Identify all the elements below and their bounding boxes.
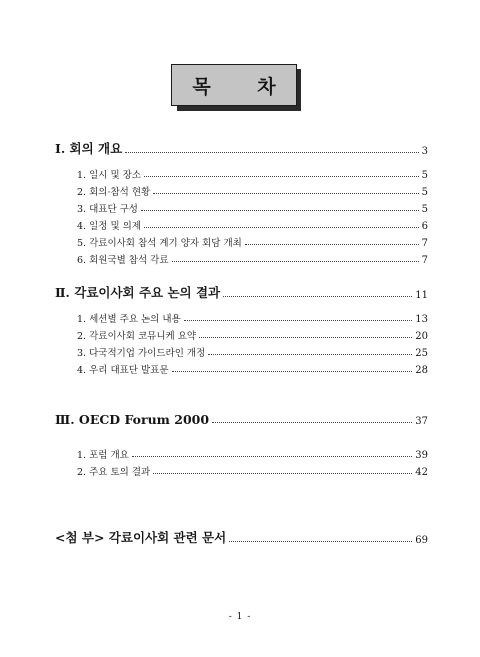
toc-item[interactable] [77, 184, 428, 198]
toc-item-label: 6. 회원국별 참석 각료 [77, 255, 169, 266]
toc-item[interactable] [77, 235, 428, 249]
toc-item[interactable] [77, 447, 428, 461]
toc-item-page: 6 [421, 221, 428, 232]
toc-item[interactable] [77, 345, 428, 359]
toc-leader-dots [199, 337, 412, 338]
toc-section-page: 3 [421, 146, 428, 157]
toc-leader-dots [245, 244, 419, 245]
title-box [171, 64, 297, 106]
toc-leader-dots [153, 193, 418, 194]
toc-item-page: 7 [421, 238, 428, 249]
toc-item-label: 1. 세션별 주요 논의 내용 [77, 314, 181, 325]
toc-item[interactable] [77, 252, 428, 266]
toc-leader-dots [144, 227, 419, 228]
toc-item-label: 1. 일시 및 장소 [77, 170, 142, 181]
toc-leader-dots [144, 176, 419, 177]
toc-item-page: 25 [415, 348, 428, 359]
page-number: - 1 - [228, 612, 252, 622]
toc-section-label: Ⅱ. 각료이사회 주요 논의 결과 [55, 285, 221, 300]
toc-item-label: 3. 대표단 구성 [77, 204, 138, 215]
toc-item-label: 4. 우리 대표단 발표문 [77, 365, 169, 376]
toc-leader-dots [212, 422, 412, 423]
toc-leader-dots [229, 541, 412, 542]
toc-item-page: 7 [421, 255, 428, 266]
toc-section-2[interactable] [55, 283, 428, 301]
toc-leader-dots [172, 261, 419, 262]
toc-item-page: 13 [415, 314, 428, 325]
toc-item[interactable] [77, 362, 428, 376]
toc-leader-dots [172, 371, 413, 372]
toc-item[interactable] [77, 167, 428, 181]
toc-attachment[interactable] [55, 528, 428, 546]
toc-item-page: 39 [415, 450, 428, 461]
toc-item[interactable] [77, 328, 428, 342]
page-title: 목 차 [192, 75, 296, 98]
toc-item-page: 5 [421, 170, 428, 181]
toc-item[interactable] [77, 218, 428, 232]
toc-item-page: 42 [415, 467, 428, 478]
toc-leader-dots [132, 456, 412, 457]
toc-item-label: 2. 주요 토의 결과 [77, 467, 151, 478]
toc-section-1[interactable] [55, 139, 428, 157]
toc-item-label: 4. 일정 및 의제 [77, 221, 142, 232]
toc-leader-dots [184, 320, 413, 321]
toc-section-label: Ⅲ. OECD Forum 2000 [55, 412, 210, 427]
toc-item-label: 2. 회의·참석 현황 [77, 187, 151, 198]
toc-section-label: <첨 부> 각료이사회 관련 문서 [55, 530, 227, 545]
toc-leader-dots [223, 296, 412, 297]
toc-leader-dots [153, 473, 412, 474]
toc-item[interactable] [77, 311, 428, 325]
toc-item[interactable] [77, 201, 428, 215]
toc-leader-dots [125, 152, 418, 153]
toc-section-page: 37 [415, 416, 428, 427]
toc-item-page: 5 [421, 187, 428, 198]
toc-item-page: 20 [415, 331, 428, 342]
toc-item-page: 28 [415, 365, 428, 376]
toc-item-label: 1. 포럼 개요 [77, 450, 129, 461]
toc-section-page: 11 [415, 290, 428, 301]
toc-leader-dots [208, 354, 412, 355]
toc-item-label: 2. 각료이사회 코뮤니케 요약 [77, 331, 197, 342]
toc-item[interactable] [77, 464, 428, 478]
toc-item-page: 5 [421, 204, 428, 215]
toc-item-label: 5. 각료이사회 참석 계기 양자 회담 개최 [77, 238, 242, 249]
toc-section-page: 69 [415, 535, 428, 546]
toc-section-label: Ⅰ. 회의 개요 [55, 141, 123, 156]
toc-leader-dots [141, 210, 419, 211]
toc-item-label: 3. 다국적기업 가이드라인 개정 [77, 348, 206, 359]
toc-section-3[interactable] [55, 412, 428, 427]
